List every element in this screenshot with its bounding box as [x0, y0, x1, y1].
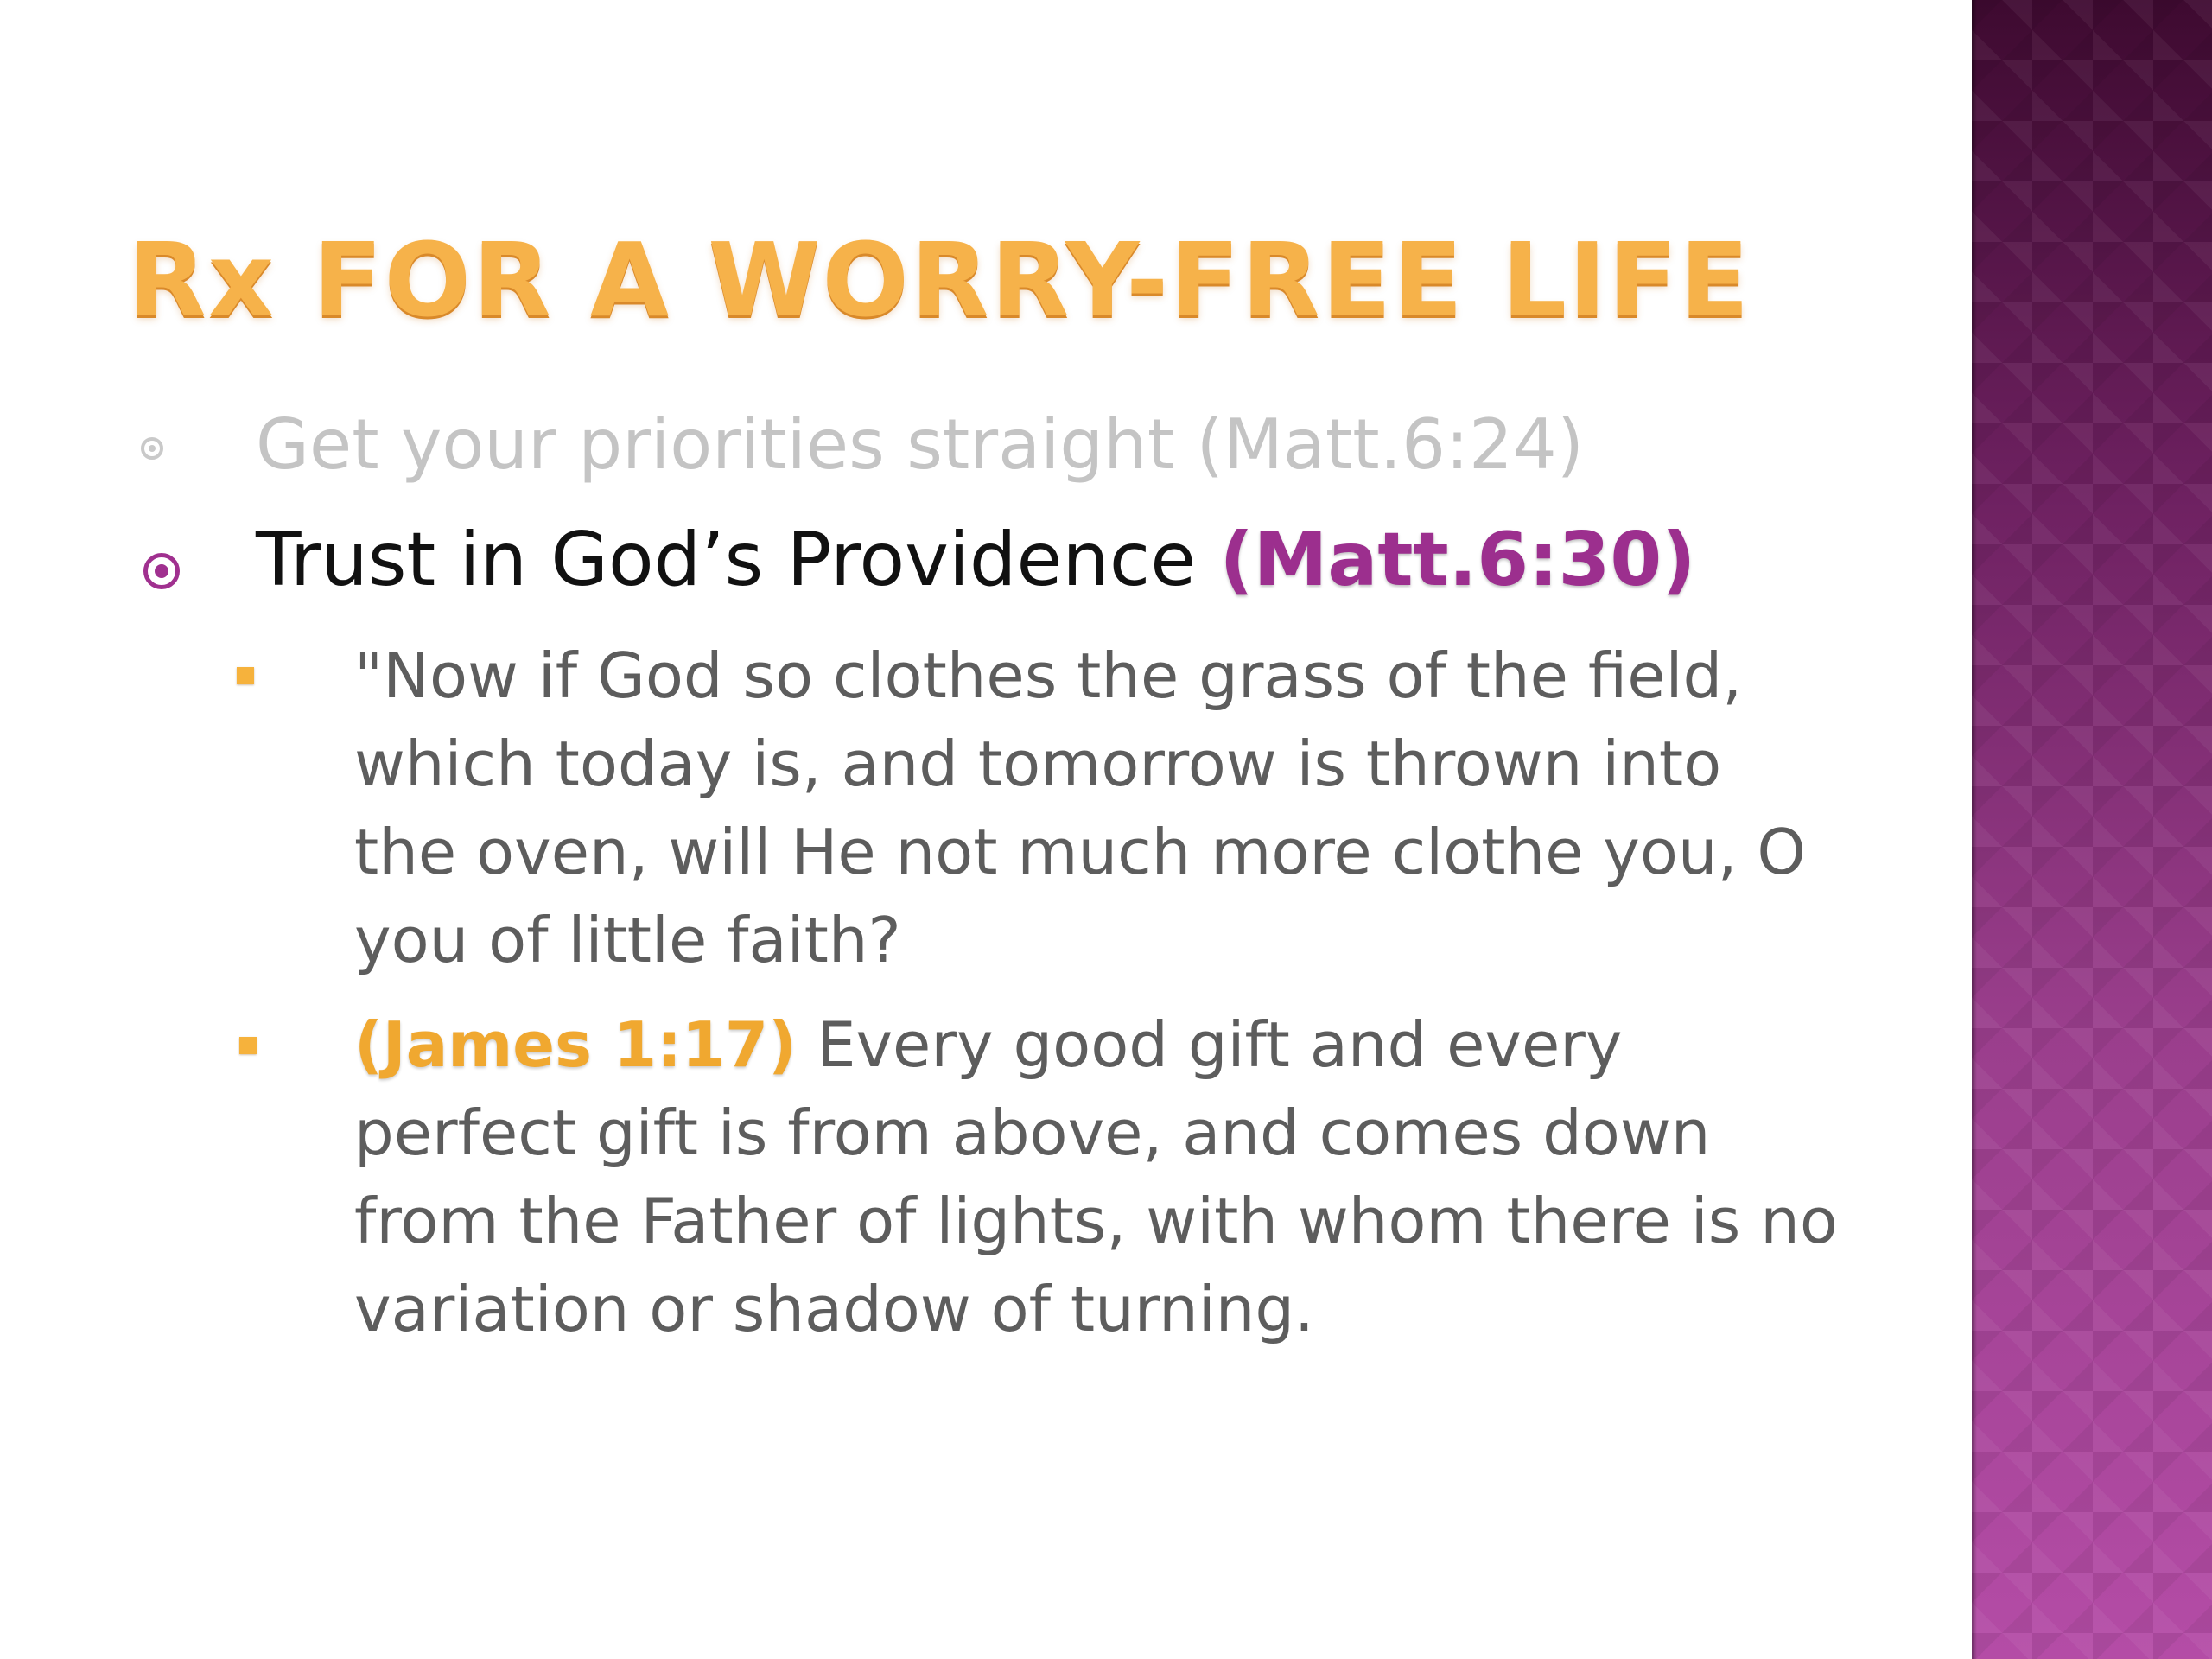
diamond-pattern — [1972, 0, 2212, 1659]
decorative-sidebar — [1972, 0, 2212, 1659]
square-bullet-icon — [237, 667, 254, 684]
bullet-text: Trust in God’s Providence — [256, 517, 1197, 603]
sub-bullet-quote-james — [354, 1001, 1840, 1353]
sidebar-edge-shadow — [1972, 0, 1977, 1659]
square-bullet-icon — [239, 1037, 257, 1054]
circle-bullet-icon — [141, 437, 163, 460]
bullet-text: Get your priorities straight (Matt.6:24) — [256, 404, 1584, 485]
slide-title: Rx FOR A WORRY-FREE LIFE — [128, 220, 1751, 340]
scripture-reference: (James 1:17) — [354, 1008, 798, 1081]
circle-bullet-icon — [143, 553, 180, 589]
bullet-text-wrapper — [256, 517, 1695, 603]
scripture-reference: (Matt.6:30) — [1219, 517, 1696, 603]
sub-bullet-quote-matthew: "Now if God so clothes the grass of the field, which today is, and tomorrow is thrown into the oven, will He not much more clothe you, O you of little faith? — [354, 639, 1807, 976]
quote-text: Every good gift and every perfect gift is from above, and comes down from the Father of lights, with whom there is no variation or shadow of turning. — [354, 1008, 1838, 1345]
